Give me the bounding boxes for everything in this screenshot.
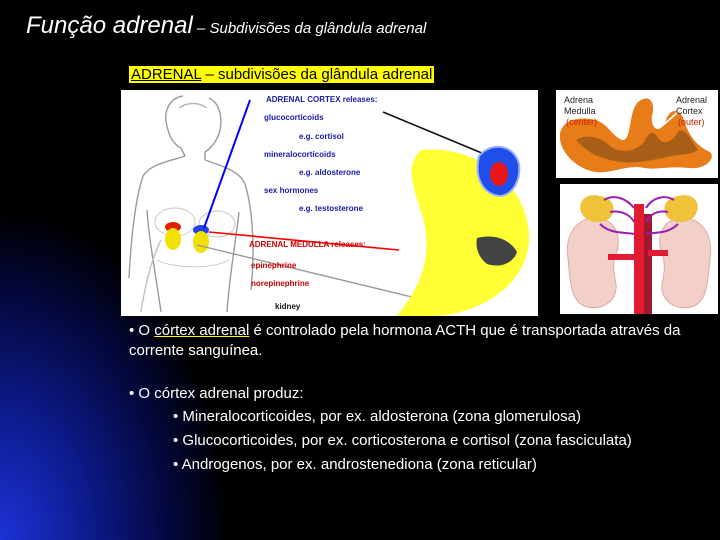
label-epinephrine: epinephrine	[251, 261, 297, 270]
slide-title-sub: Subdivisões da glândula adrenal	[209, 20, 427, 37]
list-item: • Glucocorticoides, por ex. corticosterona e cortisol (zona fasciculata)	[173, 432, 632, 449]
inset-label-medulla-1: Adrena	[564, 95, 594, 105]
slide-title-separator: –	[192, 20, 210, 37]
renal-artery-left	[608, 254, 638, 260]
inset-label-cortex-2: Cortex	[676, 106, 703, 116]
diagram-heading-word: ADRENAL	[131, 66, 202, 83]
p1-bullet: • O	[129, 322, 155, 339]
label-cortex-releases: ADRENAL CORTEX releases:	[266, 95, 378, 104]
kidneys-inset	[560, 184, 718, 314]
label-norepinephrine: norepinephrine	[251, 279, 310, 288]
adrenal-medulla-large	[490, 162, 508, 186]
list-item: • Androgenos, por ex. androstenediona (zona reticular)	[173, 456, 537, 473]
paragraph-acth	[129, 321, 699, 361]
inset-label-cortex-3: (outer)	[678, 117, 705, 127]
label-medulla-releases: ADRENAL MEDULLA releases:	[249, 240, 366, 249]
p1-highlight: córtex adrenal	[154, 322, 250, 339]
vena-cava	[644, 214, 652, 314]
adrenal-main-figure	[121, 90, 538, 316]
adrenal-section-inset	[556, 90, 718, 178]
inset-label-medulla-3: (center)	[566, 117, 598, 127]
left-kidney-small	[165, 228, 181, 250]
p1-rest: é controlado pela hormona ACTH que é transportada através da corrente sanguínea.	[129, 322, 681, 359]
paragraph-cortex-produces: • O córtex adrenal produz:	[129, 385, 304, 402]
diagram-heading-rest: – subdivisões da glândula adrenal	[201, 66, 433, 83]
diagram-heading	[129, 66, 434, 83]
label-kidney: kidney	[275, 302, 301, 311]
label-eg-cortisol: e.g. cortisol	[299, 132, 344, 141]
label-eg-aldosterone: e.g. aldosterone	[299, 168, 361, 177]
label-glucocorticoids: glucocorticoids	[264, 113, 324, 122]
slide-title-main: Função adrenal	[26, 12, 193, 39]
inset-label-medulla-2: Medulla	[564, 106, 596, 116]
inset-label-cortex-1: Adrenal	[676, 95, 708, 105]
list-item: • Mineralocorticoides, por ex. aldosterona (zona glomerulosa)	[173, 408, 581, 425]
label-sex-hormones: sex hormones	[264, 186, 319, 195]
slide-title	[26, 12, 426, 40]
label-mineralocorticoids: mineralocorticoids	[264, 150, 336, 159]
right-kidney-small	[193, 231, 209, 253]
label-eg-testosterone: e.g. testosterone	[299, 204, 364, 213]
renal-artery-right	[648, 250, 668, 256]
